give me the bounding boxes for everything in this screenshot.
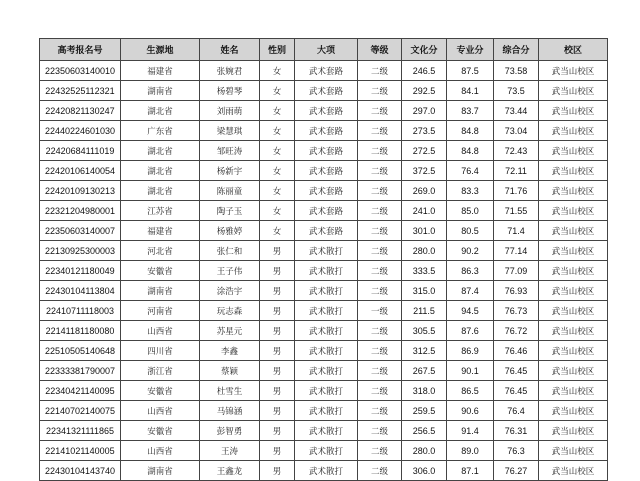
col-culture-score-cell: 267.5	[402, 361, 447, 381]
col-gender-cell: 男	[260, 341, 295, 361]
col-category-cell: 武术散打	[295, 461, 358, 481]
col-campus-cell: 武当山校区	[539, 441, 608, 461]
col-name-cell: 王涛	[200, 441, 260, 461]
col-origin-cell: 江苏省	[121, 201, 200, 221]
col-exam-id-cell: 22340121180049	[40, 261, 121, 281]
col-origin-cell: 四川省	[121, 341, 200, 361]
col-category-cell: 武术散打	[295, 301, 358, 321]
col-total-score-cell: 77.09	[494, 261, 539, 281]
col-category-header: 大项	[295, 39, 358, 61]
col-specialty-score-cell: 90.1	[447, 361, 494, 381]
col-total-score-cell: 73.5	[494, 81, 539, 101]
col-level-cell: 二级	[358, 201, 402, 221]
col-specialty-score-cell: 84.1	[447, 81, 494, 101]
col-origin-cell: 山西省	[121, 321, 200, 341]
col-name-cell: 刘雨萌	[200, 101, 260, 121]
col-culture-score-cell: 280.0	[402, 441, 447, 461]
col-category-cell: 武术套路	[295, 61, 358, 81]
header-row	[40, 39, 608, 61]
col-culture-score-cell: 305.5	[402, 321, 447, 341]
col-total-score-cell: 72.43	[494, 141, 539, 161]
col-name-cell: 张婉君	[200, 61, 260, 81]
col-total-score-cell: 71.4	[494, 221, 539, 241]
col-culture-score-cell: 301.0	[402, 221, 447, 241]
table-row	[40, 101, 608, 121]
col-gender-cell: 男	[260, 321, 295, 341]
col-level-cell: 二级	[358, 361, 402, 381]
col-category-cell: 武术散打	[295, 261, 358, 281]
col-name-cell: 张仁和	[200, 241, 260, 261]
col-specialty-score-cell: 90.2	[447, 241, 494, 261]
col-exam-id-cell: 22432525112321	[40, 81, 121, 101]
col-origin-cell: 福建省	[121, 221, 200, 241]
col-exam-id-cell: 22420106140054	[40, 161, 121, 181]
col-campus-cell: 武当山校区	[539, 421, 608, 441]
col-campus-cell: 武当山校区	[539, 141, 608, 161]
col-total-score-cell: 72.11	[494, 161, 539, 181]
col-total-score-cell: 77.14	[494, 241, 539, 261]
col-gender-cell: 男	[260, 281, 295, 301]
col-exam-id-cell: 22350603140010	[40, 61, 121, 81]
col-level-cell: 二级	[358, 221, 402, 241]
col-specialty-score-cell: 83.7	[447, 101, 494, 121]
col-name-cell: 彭智勇	[200, 421, 260, 441]
col-gender-cell: 女	[260, 81, 295, 101]
col-gender-cell: 女	[260, 61, 295, 81]
col-name-cell: 杜雪生	[200, 381, 260, 401]
col-specialty-score-cell: 87.1	[447, 461, 494, 481]
col-exam-id-cell: 22141181180080	[40, 321, 121, 341]
table-row	[40, 61, 608, 81]
col-gender-cell: 男	[260, 241, 295, 261]
col-exam-id-cell: 22430104143740	[40, 461, 121, 481]
col-specialty-score-cell: 86.9	[447, 341, 494, 361]
col-name-cell: 杨碧琴	[200, 81, 260, 101]
table-row	[40, 381, 608, 401]
col-culture-score-cell: 372.5	[402, 161, 447, 181]
col-gender-cell: 男	[260, 421, 295, 441]
col-culture-score-cell: 272.5	[402, 141, 447, 161]
col-culture-score-cell: 273.5	[402, 121, 447, 141]
col-level-cell: 一级	[358, 301, 402, 321]
col-level-cell: 二级	[358, 101, 402, 121]
col-name-cell: 邹旺涛	[200, 141, 260, 161]
col-specialty-score-cell: 90.6	[447, 401, 494, 421]
col-category-cell: 武术套路	[295, 161, 358, 181]
col-origin-cell: 湖北省	[121, 161, 200, 181]
col-origin-cell: 湖北省	[121, 101, 200, 121]
col-specialty-score-cell: 83.3	[447, 181, 494, 201]
table-row	[40, 461, 608, 481]
col-level-cell: 二级	[358, 61, 402, 81]
table-row	[40, 221, 608, 241]
table-row	[40, 421, 608, 441]
col-total-score-cell: 76.3	[494, 441, 539, 461]
col-campus-cell: 武当山校区	[539, 301, 608, 321]
col-category-cell: 武术套路	[295, 201, 358, 221]
table-row	[40, 241, 608, 261]
col-specialty-score-header: 专业分	[447, 39, 494, 61]
col-culture-score-cell: 312.5	[402, 341, 447, 361]
col-gender-cell: 女	[260, 181, 295, 201]
col-specialty-score-cell: 86.3	[447, 261, 494, 281]
col-exam-id-cell: 22440224601030	[40, 121, 121, 141]
col-name-cell: 杨新宇	[200, 161, 260, 181]
col-campus-cell: 武当山校区	[539, 381, 608, 401]
col-culture-score-cell: 333.5	[402, 261, 447, 281]
col-level-cell: 二级	[358, 461, 402, 481]
col-campus-cell: 武当山校区	[539, 241, 608, 261]
col-category-cell: 武术散打	[295, 241, 358, 261]
col-name-cell: 苏星元	[200, 321, 260, 341]
col-category-cell: 武术散打	[295, 421, 358, 441]
col-gender-cell: 男	[260, 381, 295, 401]
col-exam-id-cell: 22141021140005	[40, 441, 121, 461]
col-gender-cell: 男	[260, 361, 295, 381]
col-culture-score-cell: 292.5	[402, 81, 447, 101]
table-row	[40, 321, 608, 341]
col-total-score-cell: 71.55	[494, 201, 539, 221]
col-campus-cell: 武当山校区	[539, 201, 608, 221]
col-total-score-cell: 73.44	[494, 101, 539, 121]
col-origin-cell: 河北省	[121, 241, 200, 261]
col-culture-score-cell: 280.0	[402, 241, 447, 261]
col-exam-id-cell: 22510505140648	[40, 341, 121, 361]
col-category-cell: 武术套路	[295, 141, 358, 161]
col-exam-id-cell: 22420109130213	[40, 181, 121, 201]
col-origin-cell: 湖北省	[121, 181, 200, 201]
col-origin-cell: 安徽省	[121, 381, 200, 401]
col-specialty-score-cell: 87.4	[447, 281, 494, 301]
col-level-cell: 二级	[358, 281, 402, 301]
col-gender-cell: 女	[260, 101, 295, 121]
col-specialty-score-cell: 87.6	[447, 321, 494, 341]
col-campus-cell: 武当山校区	[539, 121, 608, 141]
col-specialty-score-cell: 85.0	[447, 201, 494, 221]
col-culture-score-cell: 315.0	[402, 281, 447, 301]
col-gender-cell: 男	[260, 461, 295, 481]
col-level-cell: 二级	[358, 341, 402, 361]
col-category-cell: 武术散打	[295, 361, 358, 381]
col-exam-id-cell: 22333381790007	[40, 361, 121, 381]
col-campus-cell: 武当山校区	[539, 461, 608, 481]
col-origin-cell: 湖北省	[121, 141, 200, 161]
col-category-cell: 武术散打	[295, 401, 358, 421]
table-row	[40, 81, 608, 101]
table-body	[40, 61, 608, 481]
col-category-cell: 武术套路	[295, 101, 358, 121]
col-culture-score-cell: 306.0	[402, 461, 447, 481]
col-origin-cell: 广东省	[121, 121, 200, 141]
col-campus-cell: 武当山校区	[539, 401, 608, 421]
col-name-cell: 马锦涵	[200, 401, 260, 421]
col-origin-cell: 安徽省	[121, 421, 200, 441]
col-total-score-cell: 73.58	[494, 61, 539, 81]
col-campus-cell: 武当山校区	[539, 361, 608, 381]
table-row	[40, 261, 608, 281]
col-category-cell: 武术散打	[295, 321, 358, 341]
col-exam-id-cell: 22420821130247	[40, 101, 121, 121]
col-specialty-score-cell: 84.8	[447, 121, 494, 141]
col-specialty-score-cell: 76.4	[447, 161, 494, 181]
col-total-score-header: 综合分	[494, 39, 539, 61]
col-specialty-score-cell: 94.5	[447, 301, 494, 321]
col-category-cell: 武术散打	[295, 381, 358, 401]
col-origin-header: 生源地	[121, 39, 200, 61]
col-gender-cell: 女	[260, 161, 295, 181]
col-campus-cell: 武当山校区	[539, 321, 608, 341]
col-name-cell: 涂浩宇	[200, 281, 260, 301]
col-campus-cell: 武当山校区	[539, 181, 608, 201]
col-total-score-cell: 76.45	[494, 361, 539, 381]
col-culture-score-cell: 246.5	[402, 61, 447, 81]
col-level-cell: 二级	[358, 381, 402, 401]
col-exam-id-cell: 22410711118003	[40, 301, 121, 321]
col-culture-score-cell: 256.5	[402, 421, 447, 441]
col-name-cell: 李鑫	[200, 341, 260, 361]
table-row	[40, 121, 608, 141]
col-campus-header: 校区	[539, 39, 608, 61]
col-campus-cell: 武当山校区	[539, 161, 608, 181]
col-specialty-score-cell: 84.8	[447, 141, 494, 161]
admission-table	[39, 38, 608, 481]
col-campus-cell: 武当山校区	[539, 261, 608, 281]
col-total-score-cell: 76.45	[494, 381, 539, 401]
col-origin-cell: 河南省	[121, 301, 200, 321]
col-total-score-cell: 76.4	[494, 401, 539, 421]
col-category-cell: 武术套路	[295, 121, 358, 141]
col-level-cell: 二级	[358, 401, 402, 421]
col-category-cell: 武术套路	[295, 181, 358, 201]
col-name-cell: 王鑫龙	[200, 461, 260, 481]
col-origin-cell: 浙江省	[121, 361, 200, 381]
col-exam-id-cell: 22140702140075	[40, 401, 121, 421]
col-category-cell: 武术散打	[295, 341, 358, 361]
col-campus-cell: 武当山校区	[539, 81, 608, 101]
table-row	[40, 161, 608, 181]
col-origin-cell: 福建省	[121, 61, 200, 81]
col-total-score-cell: 76.73	[494, 301, 539, 321]
col-origin-cell: 山西省	[121, 441, 200, 461]
col-total-score-cell: 73.04	[494, 121, 539, 141]
col-culture-score-cell: 211.5	[402, 301, 447, 321]
col-specialty-score-cell: 86.5	[447, 381, 494, 401]
col-specialty-score-cell: 87.5	[447, 61, 494, 81]
col-culture-score-cell: 297.0	[402, 101, 447, 121]
col-level-cell: 二级	[358, 241, 402, 261]
col-total-score-cell: 76.46	[494, 341, 539, 361]
col-culture-score-cell: 259.5	[402, 401, 447, 421]
col-gender-cell: 女	[260, 201, 295, 221]
col-total-score-cell: 71.76	[494, 181, 539, 201]
col-exam-id-cell: 22420684111019	[40, 141, 121, 161]
col-gender-header: 性别	[260, 39, 295, 61]
col-campus-cell: 武当山校区	[539, 61, 608, 81]
col-category-cell: 武术散打	[295, 441, 358, 461]
col-category-cell: 武术套路	[295, 81, 358, 101]
col-origin-cell: 湖南省	[121, 461, 200, 481]
table-row	[40, 201, 608, 221]
col-name-cell: 陶子玉	[200, 201, 260, 221]
col-exam-id-cell: 22130925300003	[40, 241, 121, 261]
col-gender-cell: 男	[260, 401, 295, 421]
col-specialty-score-cell: 91.4	[447, 421, 494, 441]
table-row	[40, 281, 608, 301]
table-row	[40, 341, 608, 361]
col-level-cell: 二级	[358, 81, 402, 101]
col-level-cell: 二级	[358, 321, 402, 341]
table-row	[40, 301, 608, 321]
col-name-cell: 陈丽童	[200, 181, 260, 201]
col-total-score-cell: 76.31	[494, 421, 539, 441]
col-total-score-cell: 76.72	[494, 321, 539, 341]
col-exam-id-cell: 22341321111865	[40, 421, 121, 441]
col-origin-cell: 安徽省	[121, 261, 200, 281]
col-category-cell: 武术套路	[295, 221, 358, 241]
col-level-header: 等级	[358, 39, 402, 61]
col-gender-cell: 男	[260, 301, 295, 321]
col-specialty-score-cell: 89.0	[447, 441, 494, 461]
col-exam-id-cell: 22430104113804	[40, 281, 121, 301]
col-name-cell: 杨雅婷	[200, 221, 260, 241]
col-origin-cell: 山西省	[121, 401, 200, 421]
col-campus-cell: 武当山校区	[539, 101, 608, 121]
col-culture-score-cell: 318.0	[402, 381, 447, 401]
col-origin-cell: 湖南省	[121, 281, 200, 301]
col-category-cell: 武术散打	[295, 281, 358, 301]
table-row	[40, 361, 608, 381]
col-name-cell: 梁慧琪	[200, 121, 260, 141]
col-campus-cell: 武当山校区	[539, 221, 608, 241]
col-level-cell: 二级	[358, 181, 402, 201]
col-exam-id-cell: 22340421140095	[40, 381, 121, 401]
col-origin-cell: 湖南省	[121, 81, 200, 101]
col-name-cell: 玩志森	[200, 301, 260, 321]
col-gender-cell: 男	[260, 441, 295, 461]
col-gender-cell: 女	[260, 141, 295, 161]
col-specialty-score-cell: 80.5	[447, 221, 494, 241]
col-exam-id-cell: 22350603140007	[40, 221, 121, 241]
col-name-cell: 王子伟	[200, 261, 260, 281]
col-name-header: 姓名	[200, 39, 260, 61]
col-level-cell: 二级	[358, 261, 402, 281]
table-row	[40, 181, 608, 201]
col-gender-cell: 女	[260, 221, 295, 241]
col-level-cell: 二级	[358, 141, 402, 161]
table-row	[40, 441, 608, 461]
col-campus-cell: 武当山校区	[539, 341, 608, 361]
col-gender-cell: 男	[260, 261, 295, 281]
table-row	[40, 401, 608, 421]
col-campus-cell: 武当山校区	[539, 281, 608, 301]
table-row	[40, 141, 608, 161]
col-culture-score-cell: 269.0	[402, 181, 447, 201]
col-exam-id-cell: 22321204980001	[40, 201, 121, 221]
col-culture-score-cell: 241.0	[402, 201, 447, 221]
col-culture-score-header: 文化分	[402, 39, 447, 61]
col-total-score-cell: 76.93	[494, 281, 539, 301]
col-level-cell: 二级	[358, 441, 402, 461]
col-name-cell: 蔡颖	[200, 361, 260, 381]
col-exam-id-header: 高考报名号	[40, 39, 121, 61]
col-gender-cell: 女	[260, 121, 295, 141]
col-total-score-cell: 76.27	[494, 461, 539, 481]
col-level-cell: 二级	[358, 161, 402, 181]
col-level-cell: 二级	[358, 121, 402, 141]
col-level-cell: 二级	[358, 421, 402, 441]
